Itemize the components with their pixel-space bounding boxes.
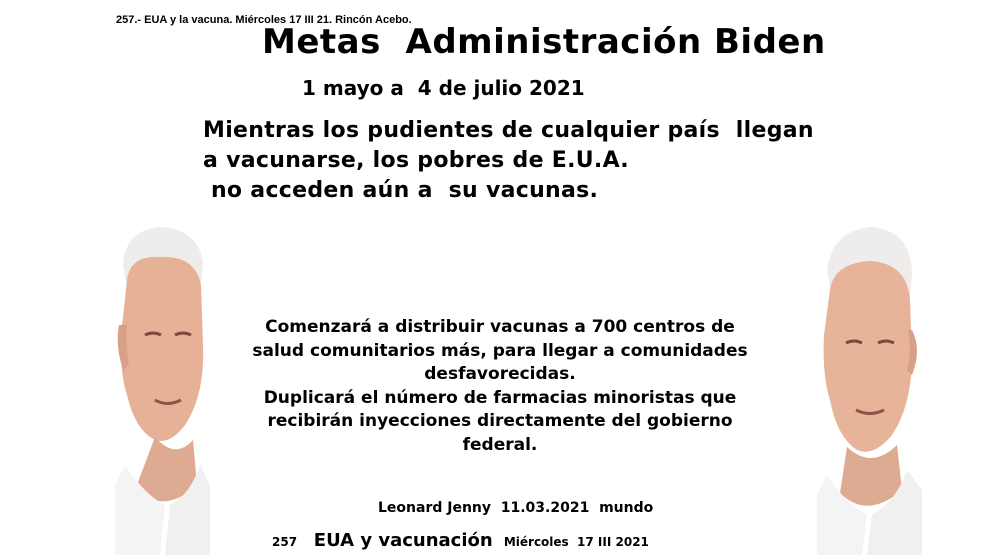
- portrait-right: [812, 225, 922, 555]
- footer-date: Miércoles 17 III 2021: [503, 535, 649, 549]
- portrait-left: [115, 225, 210, 555]
- byline: Leonard Jenny 11.03.2021 mundo: [378, 500, 654, 516]
- main-title: Metas Administración Biden: [262, 22, 826, 62]
- footer: [272, 530, 649, 551]
- date-range: 1 mayo a 4 de julio 2021: [302, 76, 585, 100]
- header-note: 257.- EUA y la vacuna. Miércoles 17 III 21. Rincón Acebo.: [116, 14, 412, 26]
- body-paragraph-1: Comenzará a distribuir vacunas a 700 centros de salud comunitarios más, para llegar a comunidades desfavorecidas.: [252, 317, 748, 384]
- headline: Mientras los pudientes de cualquier país llegan a vacunarse, los pobres de E.U.A. no acceden aún a su vacunas.: [203, 118, 814, 203]
- body-text: [240, 316, 760, 457]
- footer-title: EUA y vacunación: [313, 530, 493, 551]
- body-paragraph-2: Duplicará el número de farmacias minoristas que recibirán inyecciones directamente del gobierno federal.: [263, 387, 737, 455]
- footer-number: 257: [272, 535, 298, 549]
